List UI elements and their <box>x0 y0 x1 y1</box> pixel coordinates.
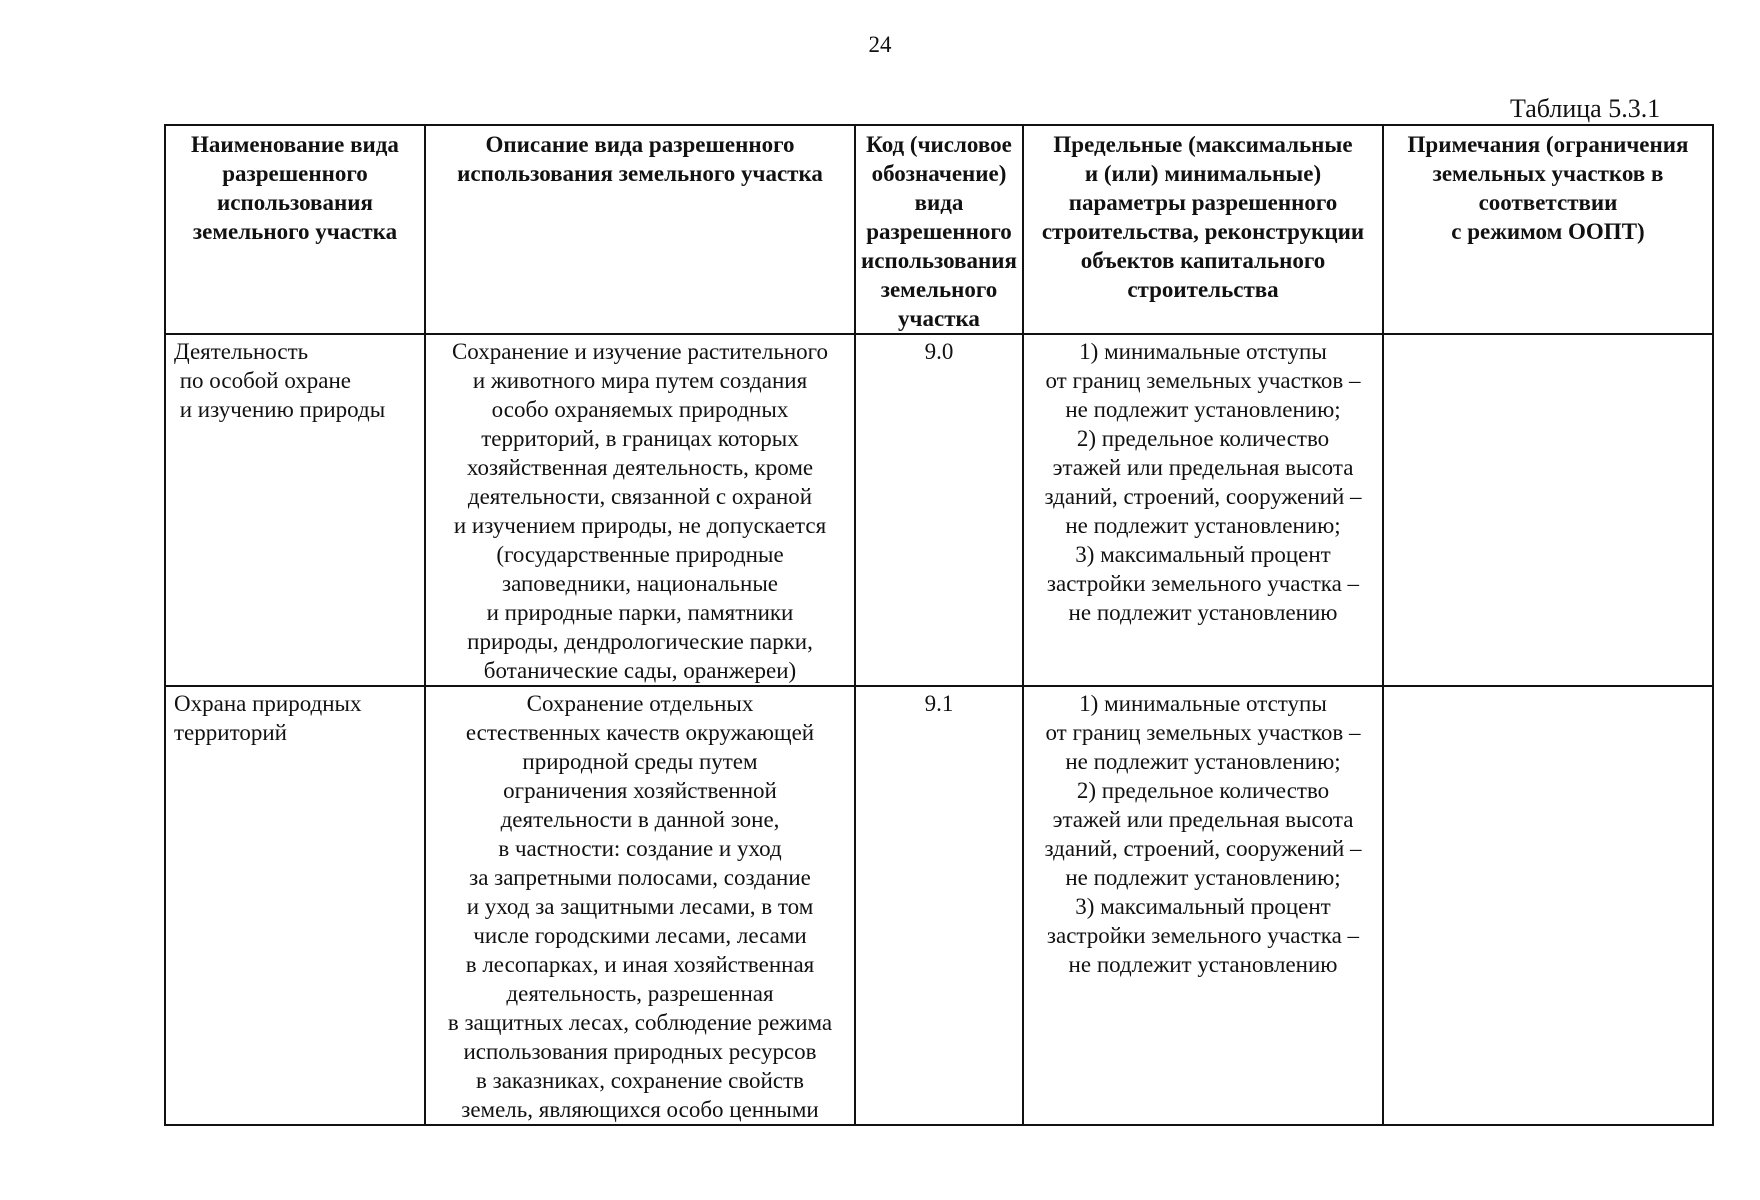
cell-text-line: в лесопарках, и иная хозяйственная <box>465 952 815 977</box>
header-construction-parameters <box>1023 125 1383 334</box>
cell-text-line: соответствии <box>1478 190 1618 215</box>
cell-text-line: разрешенного <box>222 161 368 186</box>
table-header-row <box>165 125 1713 334</box>
cell-text-line: разрешенного <box>866 219 1012 244</box>
cell-text-line: Сохранение отдельных <box>526 691 754 716</box>
cell-text-line: в частности: создание и уход <box>498 836 782 861</box>
cell-text-line: деятельности в данной зоне, <box>500 807 780 832</box>
cell-text-line: от границ земельных участков – <box>1045 368 1361 393</box>
cell-text-line: и животного мира путем создания <box>472 368 808 393</box>
cell-construction-parameters <box>1023 686 1383 1125</box>
cell-text-line: не подлежит установлению; <box>1065 865 1341 890</box>
cell-use-description <box>425 686 855 1125</box>
cell-text-line: строительства, реконструкции <box>1041 219 1365 244</box>
cell-text-line: обозначение) <box>871 161 1007 186</box>
cell-text-line: не подлежит установлению; <box>1065 397 1341 422</box>
cell-text-line: числе городскими лесами, лесами <box>473 923 807 948</box>
cell-use-name <box>165 686 425 1125</box>
cell-text-line: параметры разрешенного <box>1068 190 1338 215</box>
cell-text-line: земельного участка <box>192 219 398 244</box>
cell-text-line: особо охраняемых природных <box>491 397 789 422</box>
cell-text-line: застройки земельного участка – <box>1046 571 1360 596</box>
cell-text-line: и (или) минимальные) <box>1084 161 1322 186</box>
cell-text-line: хозяйственная деятельность, кроме <box>466 455 814 480</box>
cell-text-line: и изучением природы, не допускается <box>453 513 827 538</box>
cell-text-line: не подлежит установлению <box>1068 952 1338 977</box>
cell-text-line: 2) предельное количество <box>1076 426 1330 451</box>
table-row <box>165 686 1713 1125</box>
permitted-use-table <box>164 124 1714 1126</box>
cell-use-name <box>165 334 425 686</box>
cell-text-line: использования <box>861 248 1017 273</box>
cell-text-line: природы, дендрологические парки, <box>467 629 813 654</box>
cell-text-line: Наименование вида <box>191 132 399 157</box>
cell-text-line: земельных участков в <box>1432 161 1664 186</box>
cell-text-line: Сохранение и изучение растительного <box>451 339 829 364</box>
cell-text-line: территорий, в границах которых <box>481 426 799 451</box>
cell-text-line: в заказниках, сохранение свойств <box>476 1068 804 1093</box>
cell-text-line: и уход за защитными лесами, в том <box>466 894 814 919</box>
table-caption: Таблица 5.3.1 <box>1510 94 1661 123</box>
cell-text-line: зданий, строений, сооружений – <box>1044 836 1362 861</box>
cell-use-description <box>425 334 855 686</box>
cell-text-line: территорий <box>174 720 287 745</box>
cell-text-line: этажей или предельная высота <box>1052 455 1354 480</box>
cell-text-line: ограничения хозяйственной <box>503 778 777 803</box>
cell-text-line: зданий, строений, сооружений – <box>1044 484 1362 509</box>
cell-text-line: по особой охране <box>174 368 352 393</box>
header-notes <box>1383 125 1713 334</box>
cell-text-line: использования <box>217 190 373 215</box>
cell-text-line: объектов капитального <box>1080 248 1326 273</box>
cell-text-line: 2) предельное количество <box>1076 778 1330 803</box>
cell-text-line: земельного <box>880 277 998 302</box>
cell-text-line: с режимом ООПТ) <box>1451 219 1645 244</box>
cell-text-line: вида <box>914 190 964 215</box>
cell-text-line: не подлежит установлению; <box>1065 749 1341 774</box>
header-use-name <box>165 125 425 334</box>
cell-text-line: заповедники, национальные <box>501 571 779 596</box>
cell-text-line: Охрана природных <box>174 691 362 716</box>
cell-use-code <box>855 334 1023 686</box>
cell-text-line: в защитных лесах, соблюдение режима <box>447 1010 833 1035</box>
header-use-code <box>855 125 1023 334</box>
cell-text-line: природной среды путем <box>522 749 758 774</box>
cell-text-line: земель, являющихся особо ценными <box>461 1097 819 1122</box>
cell-text-line: использования земельного участка <box>457 161 823 186</box>
cell-text-line: Примечания (ограничения <box>1407 132 1689 157</box>
cell-text-line: и изучению природы <box>174 397 386 422</box>
cell-text-line: ботанические сады, оранжереи) <box>483 658 797 683</box>
cell-text-line: использования природных ресурсов <box>463 1039 817 1064</box>
table-row <box>165 334 1713 686</box>
cell-text-line: участка <box>898 306 980 331</box>
cell-notes <box>1383 334 1713 686</box>
cell-text-line: (государственные природные <box>496 542 784 567</box>
cell-construction-parameters <box>1023 334 1383 686</box>
cell-text-line: не подлежит установлению <box>1068 600 1338 625</box>
cell-text-line: 9.1 <box>924 691 954 716</box>
cell-text-line: за запретными полосами, создание <box>469 865 811 890</box>
cell-text-line: естественных качеств окружающей <box>465 720 815 745</box>
cell-text-line: Описание вида разрешенного <box>485 132 795 157</box>
cell-text-line: застройки земельного участка – <box>1046 923 1360 948</box>
cell-use-code <box>855 686 1023 1125</box>
cell-text-line: 9.0 <box>924 339 954 364</box>
cell-text-line: Предельные (максимальные <box>1053 132 1353 157</box>
cell-text-line: этажей или предельная высота <box>1052 807 1354 832</box>
header-use-description <box>425 125 855 334</box>
cell-text-line: деятельности, связанной с охраной <box>467 484 813 509</box>
cell-text-line: деятельность, разрешенная <box>506 981 774 1006</box>
cell-text-line: 1) минимальные отступы <box>1079 339 1327 364</box>
cell-text-line: не подлежит установлению; <box>1065 513 1341 538</box>
cell-text-line: 3) максимальный процент <box>1075 542 1331 567</box>
cell-text-line: от границ земельных участков – <box>1045 720 1361 745</box>
cell-notes <box>1383 686 1713 1125</box>
cell-text-line: строительства <box>1127 277 1279 302</box>
cell-text-line: и природные парки, памятники <box>486 600 794 625</box>
cell-text-line: Деятельность <box>174 339 309 364</box>
cell-text-line: 3) максимальный процент <box>1075 894 1331 919</box>
cell-text-line: Код (числовое <box>866 132 1012 157</box>
cell-text-line: 1) минимальные отступы <box>1079 691 1327 716</box>
page-number: 24 <box>868 32 892 57</box>
